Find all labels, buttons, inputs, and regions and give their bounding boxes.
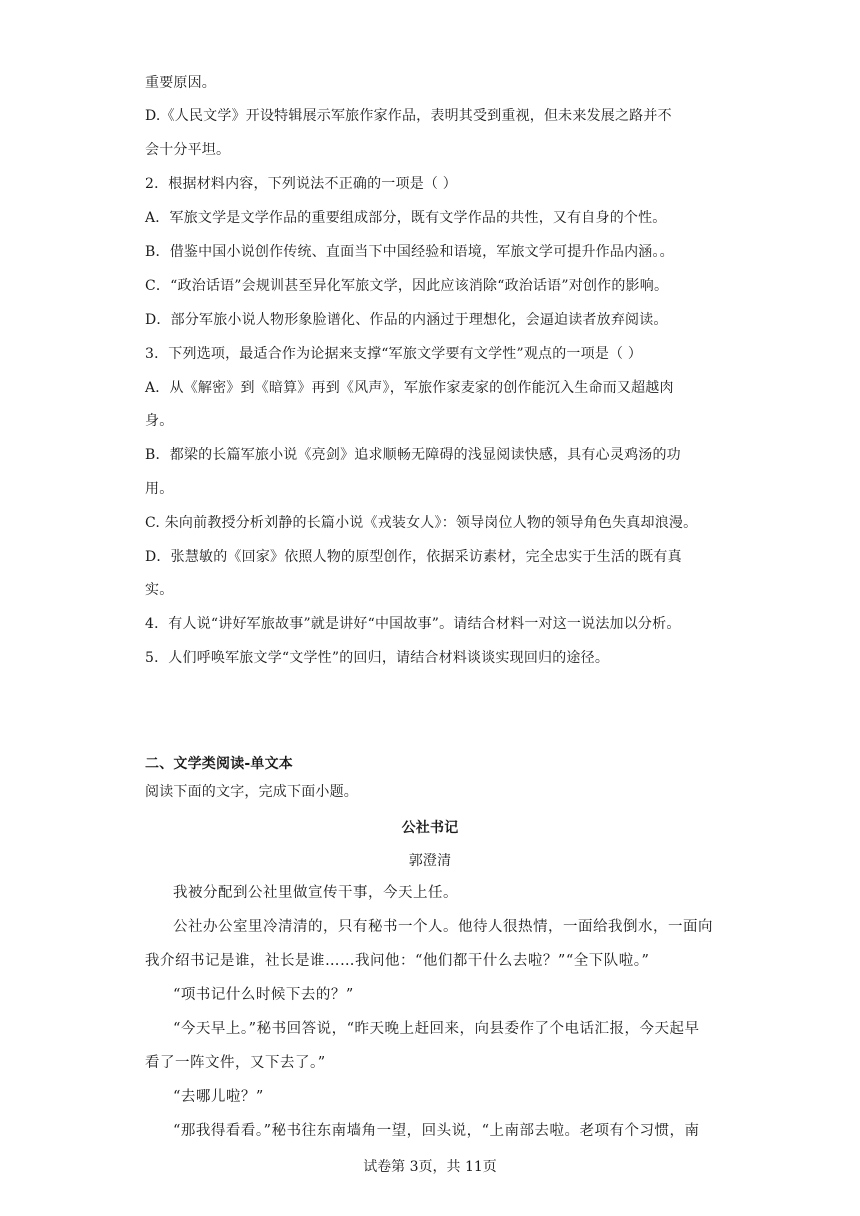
q3-stem: 3．下列选项，最适合作为论据来支撑“军旅文学要有文学性”观点的一项是（ ） [145,346,643,362]
q2-option-a: A．军旅文学是文学作品的重要组成部分，既有文学作品的共性，又有自身的个性。 [145,210,667,226]
q2-option-d: D．部分军旅小说人物形象脸谱化、作品的内涵过于理想化，会逼迫读者放弃阅读。 [145,312,668,328]
article-paragraph-line: 我介绍书记是谁，社长是谁……我问他：“他们都干什么去啦？”“全下队啦。” [145,953,650,969]
q3-option-a-line1: A．从《解密》到《暗算》再到《风声》，军旅作家麦家的创作能沉入生命而又超越肉 [145,380,674,396]
section-instruction: 阅读下面的文字，完成下面小题。 [145,784,358,800]
q5-stem: 5．人们呼唤军旅文学“文学性”的回归，请结合材料谈谈实现回归的途径。 [145,650,610,666]
article-paragraph-line: “项书记什么时候下去的？” [173,987,354,1003]
article-author: 郭澄清 [408,853,452,869]
q3-option-d-line2: 实。 [145,582,174,598]
article-paragraph-line: 公社办公室里冷清清的，只有秘书一个人。他待人很热情，一面给我倒水，一面向 [173,919,713,935]
article-title: 公社书记 [401,820,459,836]
q2-stem: 2．根据材料内容，下列说法不正确的一项是（ ） [145,176,457,192]
q1-option-d-line2: 会十分平坦。 [145,142,231,158]
q3-option-a-line2: 身。 [145,413,174,429]
article-paragraph-line: 看了一阵文件，又下去了。” [145,1055,326,1071]
q3-option-d-line1: D．张慧敏的《回家》依照人物的原型创作，依据采访素材，完全忠实于生活的既有真 [145,549,682,565]
article-paragraph-line: “去哪儿啦？” [173,1089,264,1105]
q1-option-c-tail: 重要原因。 [145,75,216,91]
page-footer: 试卷第 3页，共 11页 [363,1159,497,1175]
q2-option-c: C．“政治话语”会规训甚至异化军旅文学，因此应该消除“政治话语”对创作的影响。 [145,278,669,294]
q3-option-c: C. 朱向前教授分析刘静的长篇小说《戎装女人》：领导岗位人物的领导角色失真却浪漫。 [145,515,698,531]
q1-option-d-line1: D.《人民文学》开设特辑展示军旅作家作品，表明其受到重视，但未来发展之路并不 [145,108,672,124]
article-paragraph-line: 我被分配到公社里做宣传干事，今天上任。 [173,885,458,901]
section-heading: 二、文学类阅读-单文本 [145,756,294,772]
q3-option-b-line1: B．都梁的长篇军旅小说《亮剑》追求顺畅无障碍的浅显阅读快感，具有心灵鸡汤的功 [145,447,681,463]
q4-stem: 4．有人说“讲好军旅故事”就是讲好“中国故事”。请结合材料一对这一说法加以分析。 [145,616,681,632]
q2-option-b: B．借鉴中国小说创作传统、直面当下中国经验和语境，军旅文学可提升作品内涵。。 [145,244,674,260]
article-paragraph-line: “那我得看看。”秘书往东南墙角一望，回头说，“上南部去啦。老项有个习惯，南 [173,1123,700,1139]
article-paragraph-line: “今天早上。”秘书回答说，“昨天晚上赶回来，向县委作了个电话汇报，今天起早 [173,1021,700,1037]
q3-option-b-line2: 用。 [145,481,174,497]
